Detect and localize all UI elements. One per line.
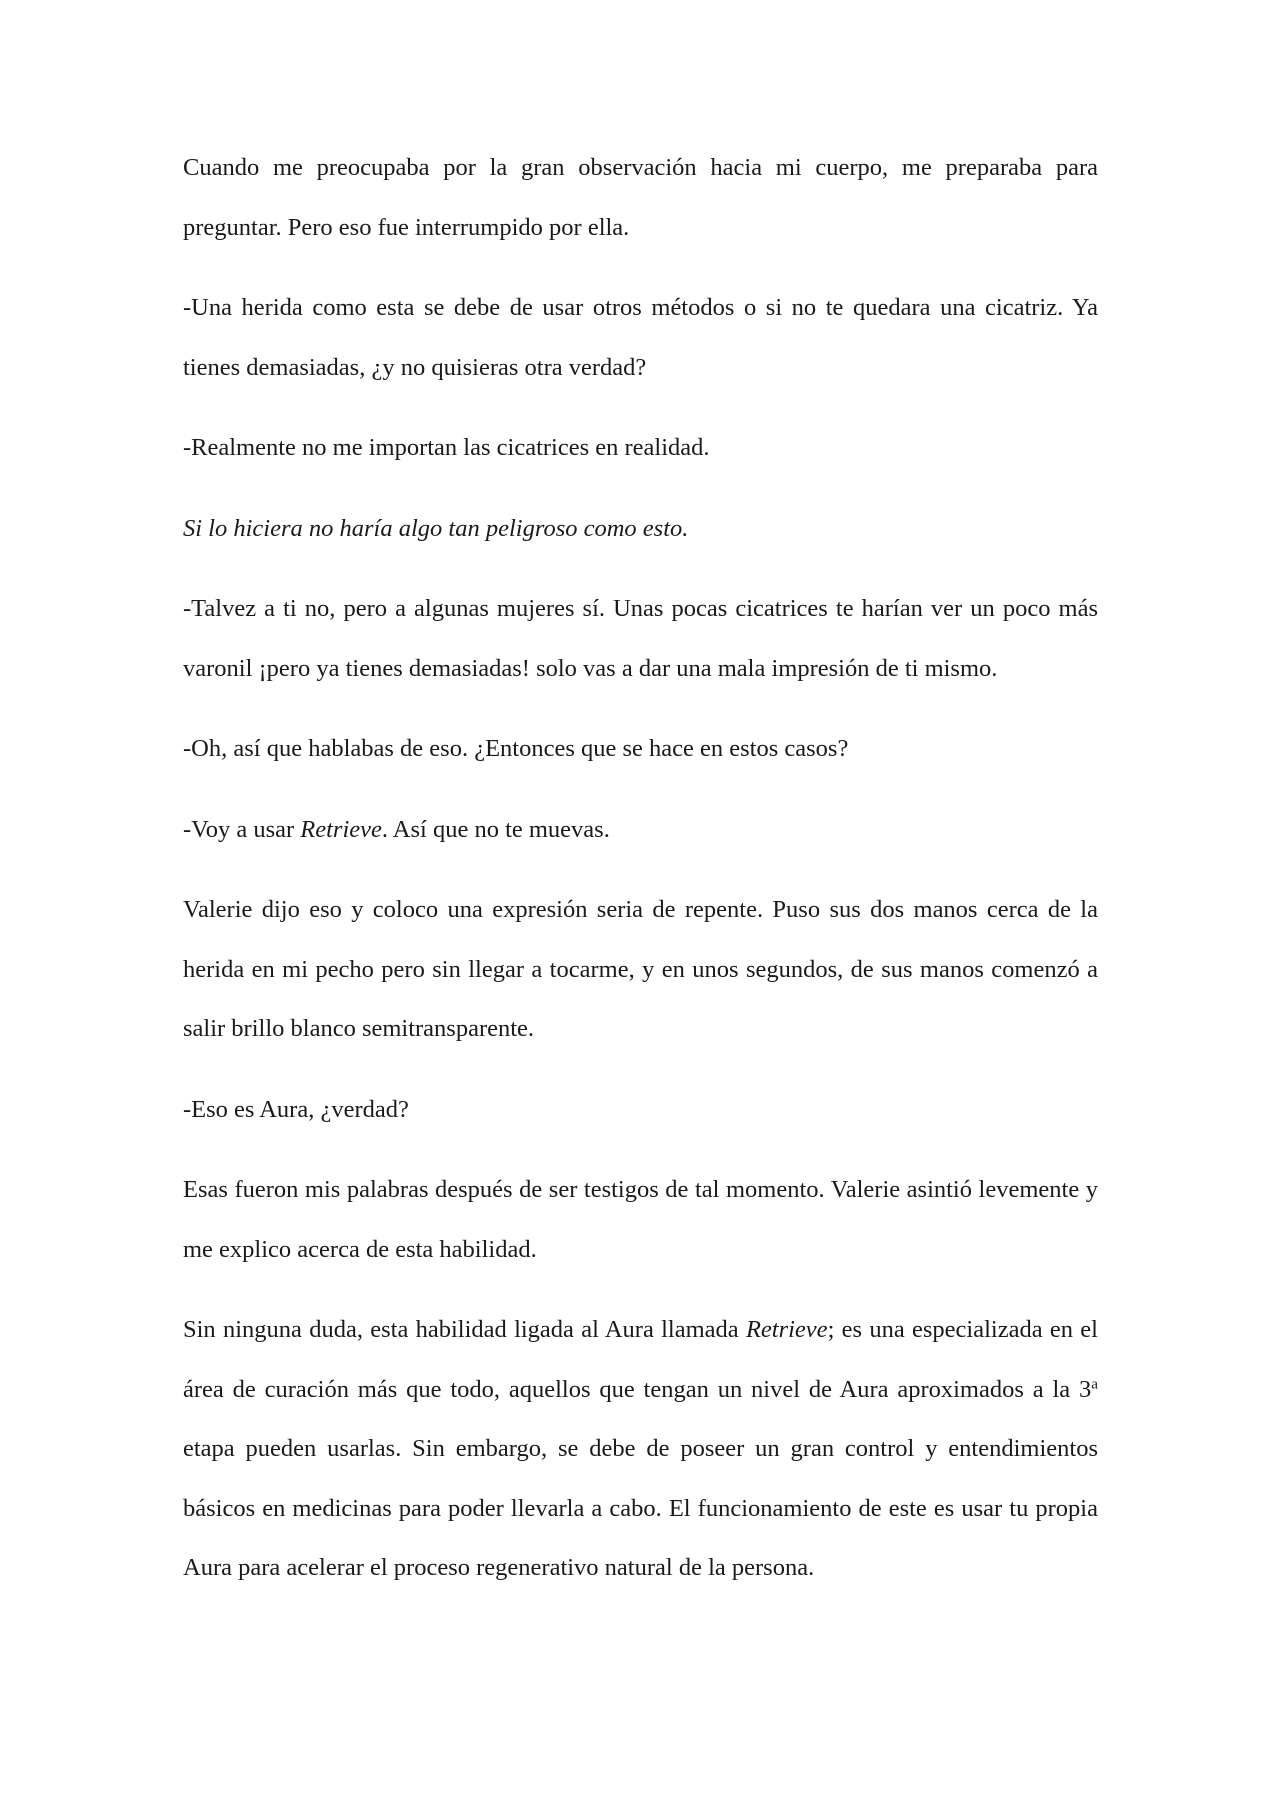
paragraph: -Realmente no me importan las cicatrices en realidad. (183, 434, 710, 461)
italic-term: Retrieve (300, 815, 382, 843)
body-text (183, 138, 1098, 1619)
paragraph: -Eso es Aura, ¿verdad? (183, 1095, 409, 1123)
text-run: -Voy a usar (183, 815, 301, 843)
ordinal-superscript: a (1091, 1375, 1098, 1393)
paragraph: -Una herida como esta se debe de usar otros métodos o si no te quedara una cicatriz. Ya tienes demasiadas, ¿y no quisieras otra verdad? (183, 294, 1098, 381)
paragraph (183, 1300, 1098, 1598)
italic-thought-paragraph: Si lo hiciera no haría algo tan peligroso como esto. (183, 514, 689, 542)
text-run: Sin ninguna duda, esta habilidad ligada al Aura llamada (183, 1316, 746, 1343)
paragraph: Esas fueron mis palabras después de ser testigos de tal momento. Valerie asintió levemente y me explico acerca de esta habilidad. (183, 1176, 1098, 1263)
text-run: etapa pueden usarlas. Sin embargo, se debe de poseer un gran control y entendimientos básicos en medicinas para poder llevarla a cabo. El funcionamiento de este es usar tu propia Aura para acelerar el proceso regenerativo natural de la persona. (183, 1435, 1098, 1581)
paragraph: Cuando me preocupaba por la gran observación hacia mi cuerpo, me preparaba para preguntar. Pero eso fue interrumpido por ella. (183, 154, 1098, 241)
italic-term: Retrieve (745, 1316, 828, 1343)
text-run: ; es una especializada en el área de curación más que todo, aquellos que tengan un nivel de Aura aproximados a la 3 (183, 1316, 1098, 1403)
text-run: . Así que no te muevas. (381, 815, 610, 843)
paragraph: -Talvez a ti no, pero a algunas mujeres sí. Unas pocas cicatrices te harían ver un poco más varonil ¡pero ya tienes demasiadas! solo vas a dar una mala impresión de ti mismo. (183, 595, 1098, 682)
paragraph: -Oh, así que hablabas de eso. ¿Entonces que se hace en estos casos? (183, 735, 849, 762)
paragraph: Valerie dijo eso y coloco una expresión seria de repente. Puso sus dos manos cerca de la herida en mi pecho pero sin llegar a tocarme, y en unos segundos, de sus manos comenzó a salir brillo blanco semitransparente. (183, 896, 1098, 1042)
paragraph (183, 800, 1098, 860)
